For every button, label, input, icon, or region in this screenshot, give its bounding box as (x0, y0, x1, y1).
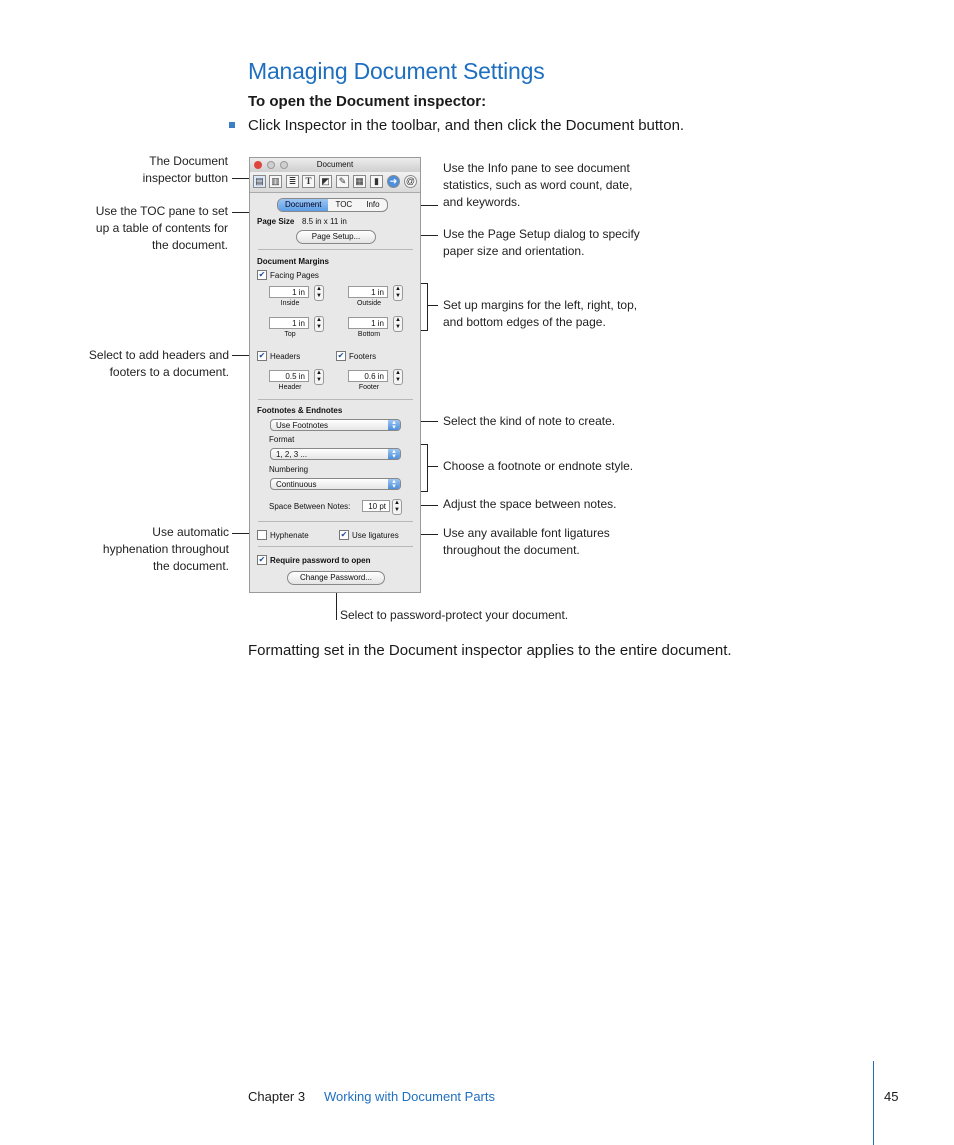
ligatures-label: Use ligatures (352, 531, 399, 540)
divider (258, 546, 413, 547)
bullet-marker (229, 122, 235, 128)
outside-margin-stepper[interactable]: ▲ ▼ (393, 285, 403, 301)
callout-hyphenation: Use automatic hyphenation throughout the document. (102, 525, 229, 573)
bracket-line (427, 283, 428, 331)
top-caption: Top (284, 331, 296, 338)
inspector-toolbar (250, 172, 420, 193)
header-margin-field[interactable]: 0.5 in (269, 370, 309, 382)
note-type-popup[interactable] (270, 419, 401, 431)
callout-headers-footers: Select to add headers and footers to a document. (88, 348, 229, 379)
page-size-label: Page Size (257, 217, 295, 226)
footer-margin-field[interactable]: 0.6 in (348, 370, 388, 382)
space-between-notes-field[interactable]: 10 pt (362, 500, 390, 512)
page-setup-button[interactable]: Page Setup... (296, 230, 376, 244)
window-title: Document (316, 160, 354, 169)
top-margin-stepper[interactable]: ▲ ▼ (314, 316, 324, 332)
text-inspector-icon[interactable]: T (302, 175, 315, 188)
require-password-label: Require password to open (270, 556, 371, 565)
leader-line (428, 305, 438, 306)
bracket-line (427, 444, 428, 492)
tab-toc[interactable]: TOC (335, 200, 353, 209)
popup-arrows-icon: ▴ ▾ (388, 479, 400, 489)
table-inspector-icon[interactable]: ▦ (353, 175, 366, 188)
callout-ligatures: Use any available font ligatures throughout the document. (443, 526, 610, 557)
document-inspector-icon[interactable]: ▤ (253, 175, 266, 188)
format-popup[interactable] (270, 448, 401, 460)
inside-margin-field[interactable]: 1 in (269, 286, 309, 298)
ligatures-checkbox[interactable]: ✔ (340, 530, 348, 539)
procedure-heading: To open the Document inspector: (248, 93, 487, 110)
change-password-button[interactable]: Change Password... (287, 571, 385, 585)
top-margin-field[interactable]: 1 in (269, 317, 309, 329)
procedure-step: Click Inspector in the toolbar, and then click the Document button. (248, 117, 685, 134)
layout-inspector-icon[interactable]: ▥ (269, 175, 282, 188)
space-between-notes-stepper[interactable]: ▲ ▼ (392, 499, 402, 515)
numbering-label: Numbering (269, 465, 309, 474)
inside-caption: Inside (280, 300, 300, 307)
notes-heading: Footnotes & Endnotes (257, 406, 343, 415)
footer-caption: Footer (358, 384, 380, 391)
footer-chapter-title: Working with Document Parts (324, 1089, 495, 1104)
callout-password: Select to password-protect your document. (340, 608, 569, 622)
headers-label: Headers (270, 352, 301, 361)
facing-pages-checkbox[interactable]: ✔ (258, 270, 266, 279)
leader-line (428, 466, 438, 467)
bottom-margin-field[interactable]: 1 in (348, 317, 388, 329)
facing-pages-label: Facing Pages (270, 271, 319, 280)
numbering-popup[interactable] (270, 478, 401, 490)
callout-note-style: Choose a footnote or endnote style. (443, 459, 634, 473)
callout-document-button: The Document inspector button (142, 154, 228, 185)
footers-label: Footers (349, 352, 377, 361)
wrap-inspector-icon[interactable]: ≣ (286, 175, 299, 188)
numbering-value: Continuous (276, 480, 317, 489)
hyphenate-label: Hyphenate (270, 531, 309, 540)
divider (258, 399, 413, 400)
require-password-checkbox[interactable]: ✔ (258, 555, 266, 564)
footers-checkbox[interactable]: ✔ (337, 351, 345, 360)
callout-margins: Set up margins for the left, right, top, and bottom edges of the page. (443, 298, 638, 329)
footer-margin-stepper[interactable]: ▲ ▼ (393, 369, 403, 385)
graphic-inspector-icon[interactable]: ◩ (319, 175, 332, 188)
note-type-value: Use Footnotes (276, 421, 329, 430)
document-inspector-window (249, 157, 421, 593)
callout-page-setup: Use the Page Setup dialog to specify paper size and orientation. (443, 227, 640, 258)
callout-toc-pane: Use the TOC pane to set up a table of contents for the document. (95, 204, 228, 252)
space-between-notes-label: Space Between Notes: (269, 502, 351, 511)
inspector-tabs (277, 198, 388, 212)
outside-caption: Outside (356, 300, 382, 307)
chart-inspector-icon[interactable]: ▮ (370, 175, 383, 188)
footer-rule (873, 1061, 874, 1145)
tab-document[interactable]: Document (278, 199, 328, 211)
closing-paragraph: Formatting set in the Document inspector applies to the entire document. (248, 642, 732, 659)
hyphenate-checkbox[interactable] (257, 530, 267, 540)
header-caption: Header (278, 384, 302, 391)
tab-info[interactable]: Info (366, 200, 380, 209)
callout-note-space: Adjust the space between notes. (443, 497, 617, 511)
divider (258, 249, 413, 250)
metrics-inspector-icon[interactable]: ✎ (336, 175, 349, 188)
format-value: 1, 2, 3 ... (276, 450, 308, 459)
page-title: Managing Document Settings (248, 58, 545, 84)
margins-heading: Document Margins (257, 257, 330, 266)
format-label: Format (269, 435, 295, 444)
bottom-margin-stepper[interactable]: ▲ ▼ (393, 316, 403, 332)
link-inspector-icon[interactable]: ➜ (387, 175, 400, 188)
divider (258, 521, 413, 522)
page-number: 45 (884, 1089, 899, 1104)
popup-arrows-icon: ▴ ▾ (388, 420, 400, 430)
callout-note-kind: Select the kind of note to create. (443, 414, 616, 428)
outside-margin-field[interactable]: 1 in (348, 286, 388, 298)
headers-checkbox[interactable]: ✔ (258, 351, 266, 360)
popup-arrows-icon: ▴ ▾ (388, 449, 400, 459)
page-size-value: 8.5 in x 11 in (302, 217, 347, 226)
callout-info-pane: Use the Info pane to see document statistics, such as word count, date, and keywords. (443, 161, 633, 209)
header-margin-stepper[interactable]: ▲ ▼ (314, 369, 324, 385)
bottom-caption: Bottom (357, 331, 381, 338)
inside-margin-stepper[interactable]: ▲ ▼ (314, 285, 324, 301)
footer-chapter: Chapter 3 (248, 1089, 306, 1104)
window-titlebar (250, 158, 420, 173)
quicktime-inspector-icon[interactable]: @ (405, 176, 416, 186)
